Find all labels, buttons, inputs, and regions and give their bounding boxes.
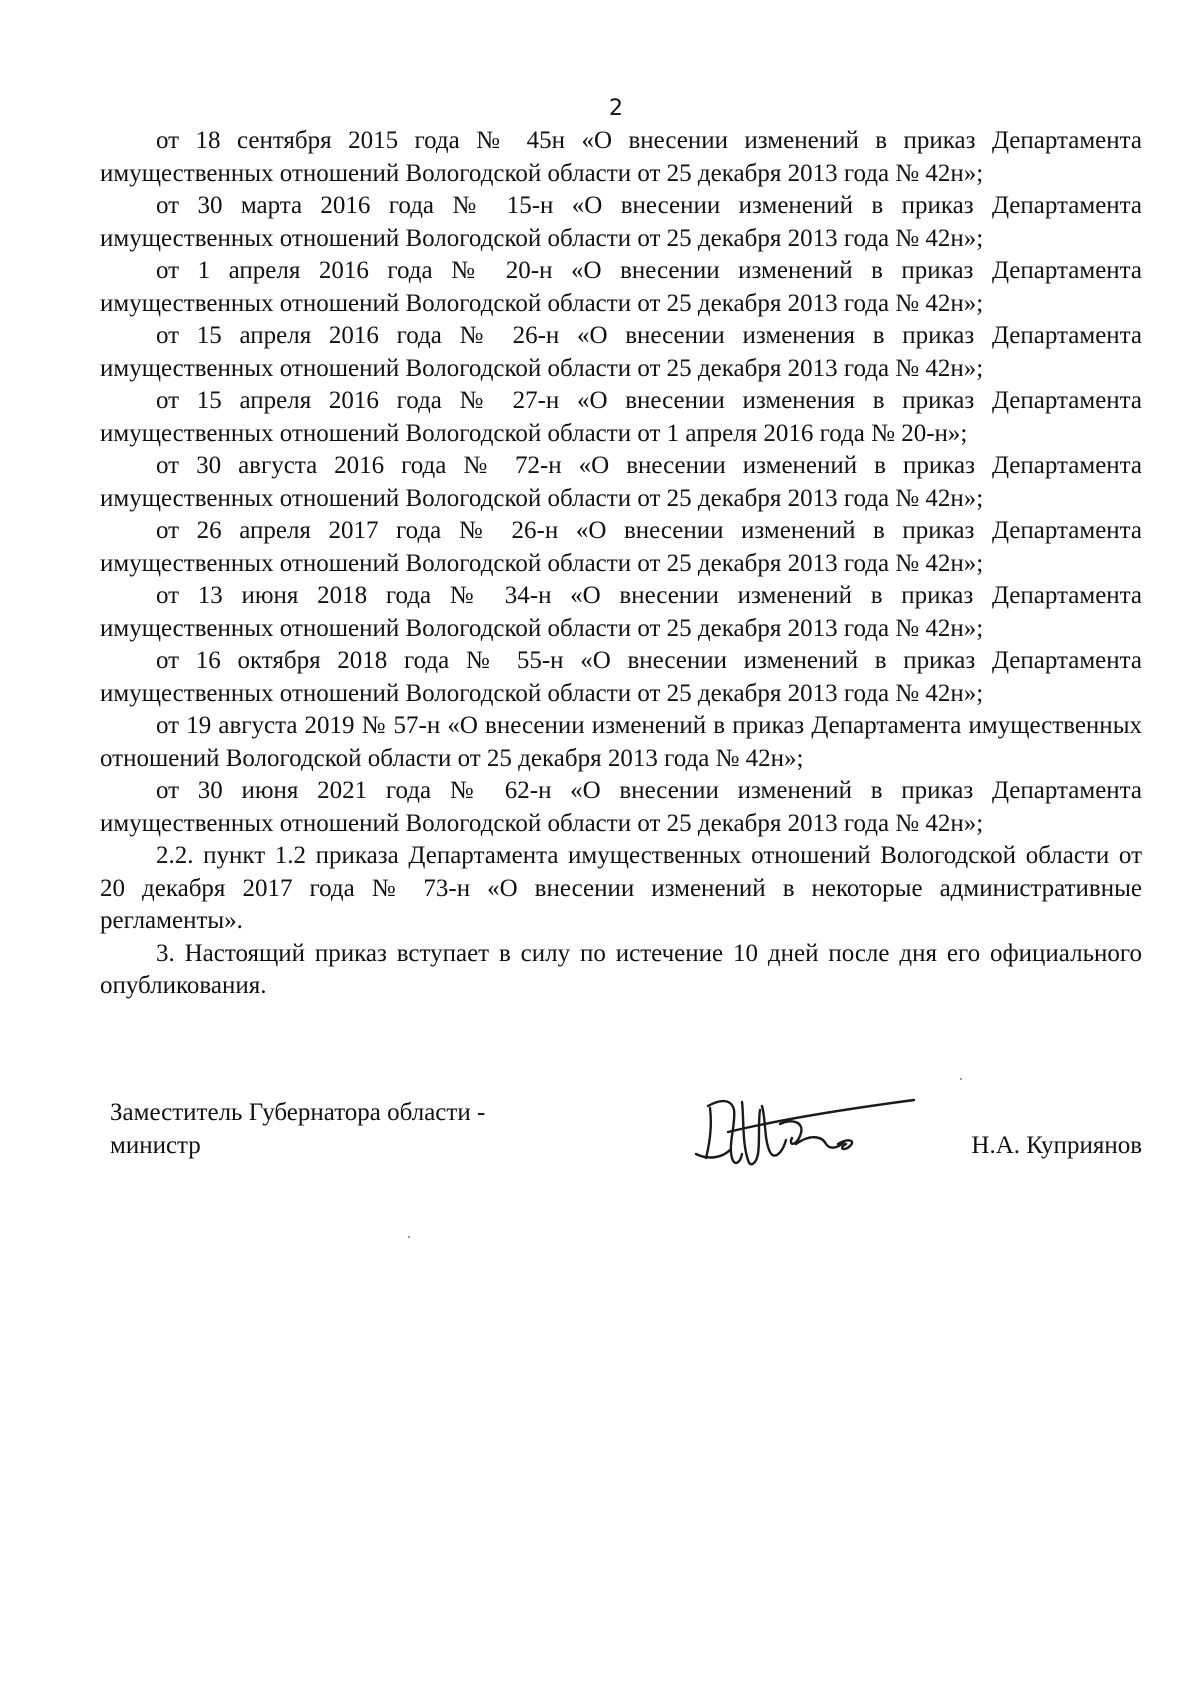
page-number: 2 (609, 96, 623, 121)
document-body (100, 125, 1142, 1003)
handwritten-signature-icon (688, 1084, 918, 1180)
signatory-position (110, 1096, 630, 1162)
paragraph-amendment-8: от 13 июня 2018 года № 34-н «О внесении изменений в приказ Департамента имущественных отношений Вологодской области от 25 декабря 2013 года № 42н»; (100, 582, 1142, 642)
signature-block (110, 1096, 1142, 1206)
paragraph-amendment-6: от 30 августа 2016 года № 72-н «О внесении изменений в приказ Департамента имущественных отношений Вологодской области от 25 декабря 2013 года № 42н»; (100, 452, 1142, 512)
paragraph-amendment-5: от 15 апреля 2016 года № 27-н «О внесении изменения в приказ Департамента имущественных отношений Вологодской области от 1 апреля 2016 года № 20-н»; (100, 387, 1142, 447)
paragraph-amendment-4: от 15 апреля 2016 года № 26-н «О внесении изменения в приказ Департамента имущественных отношений Вологодской области от 25 декабря 2013 года № 42н»; (100, 322, 1142, 382)
paragraph-amendment-10: от 19 августа 2019 № 57-н «О внесении изменений в приказ Департамента имущественных отношений Вологодской области от 25 декабря 2013 года № 42н»; (100, 712, 1142, 772)
paragraph-amendment-3: от 1 апреля 2016 года № 20-н «О внесении изменений в приказ Департамента имущественных отношений Вологодской области от 25 декабря 2013 года № 42н»; (100, 257, 1142, 317)
scan-artifact (960, 1078, 962, 1080)
paragraph-amendment-1: от 18 сентября 2015 года № 45н «О внесении изменений в приказ Департамента имущественных отношений Вологодской области от 25 декабря 2013 года № 42н»; (100, 127, 1142, 187)
paragraph-item-2-2: 2.2. пункт 1.2 приказа Департамента имущественных отношений Вологодской области от 20 декабря 2017 года № 73-н «О внесении изменений в некоторые административные регламенты». (100, 842, 1142, 934)
scan-artifact (408, 1236, 410, 1238)
signatory-name: Н.А. Куприянов (971, 1132, 1142, 1159)
paragraph-amendment-7: от 26 апреля 2017 года № 26-н «О внесении изменений в приказ Департамента имущественных отношений Вологодской области от 25 декабря 2013 года № 42н»; (100, 517, 1142, 577)
paragraph-amendment-2: от 30 марта 2016 года № 15-н «О внесении изменений в приказ Департамента имущественных отношений Вологодской области от 25 декабря 2013 года № 42н»; (100, 192, 1142, 252)
signatory-position-line-1: Заместитель Губернатора области - (110, 1099, 486, 1126)
paragraph-amendment-9: от 16 октября 2018 года № 55-н «О внесении изменений в приказ Департамента имущественных отношений Вологодской области от 25 декабря 2013 года № 42н»; (100, 647, 1142, 707)
paragraph-amendment-11: от 30 июня 2021 года № 62-н «О внесении изменений в приказ Департамента имущественных отношений Вологодской области от 25 декабря 2013 года № 42н»; (100, 777, 1142, 837)
paragraph-item-3: 3. Настоящий приказ вступает в силу по истечение 10 дней после дня его официального опубликования. (100, 939, 1142, 999)
signatory-position-line-2: министр (110, 1132, 201, 1159)
